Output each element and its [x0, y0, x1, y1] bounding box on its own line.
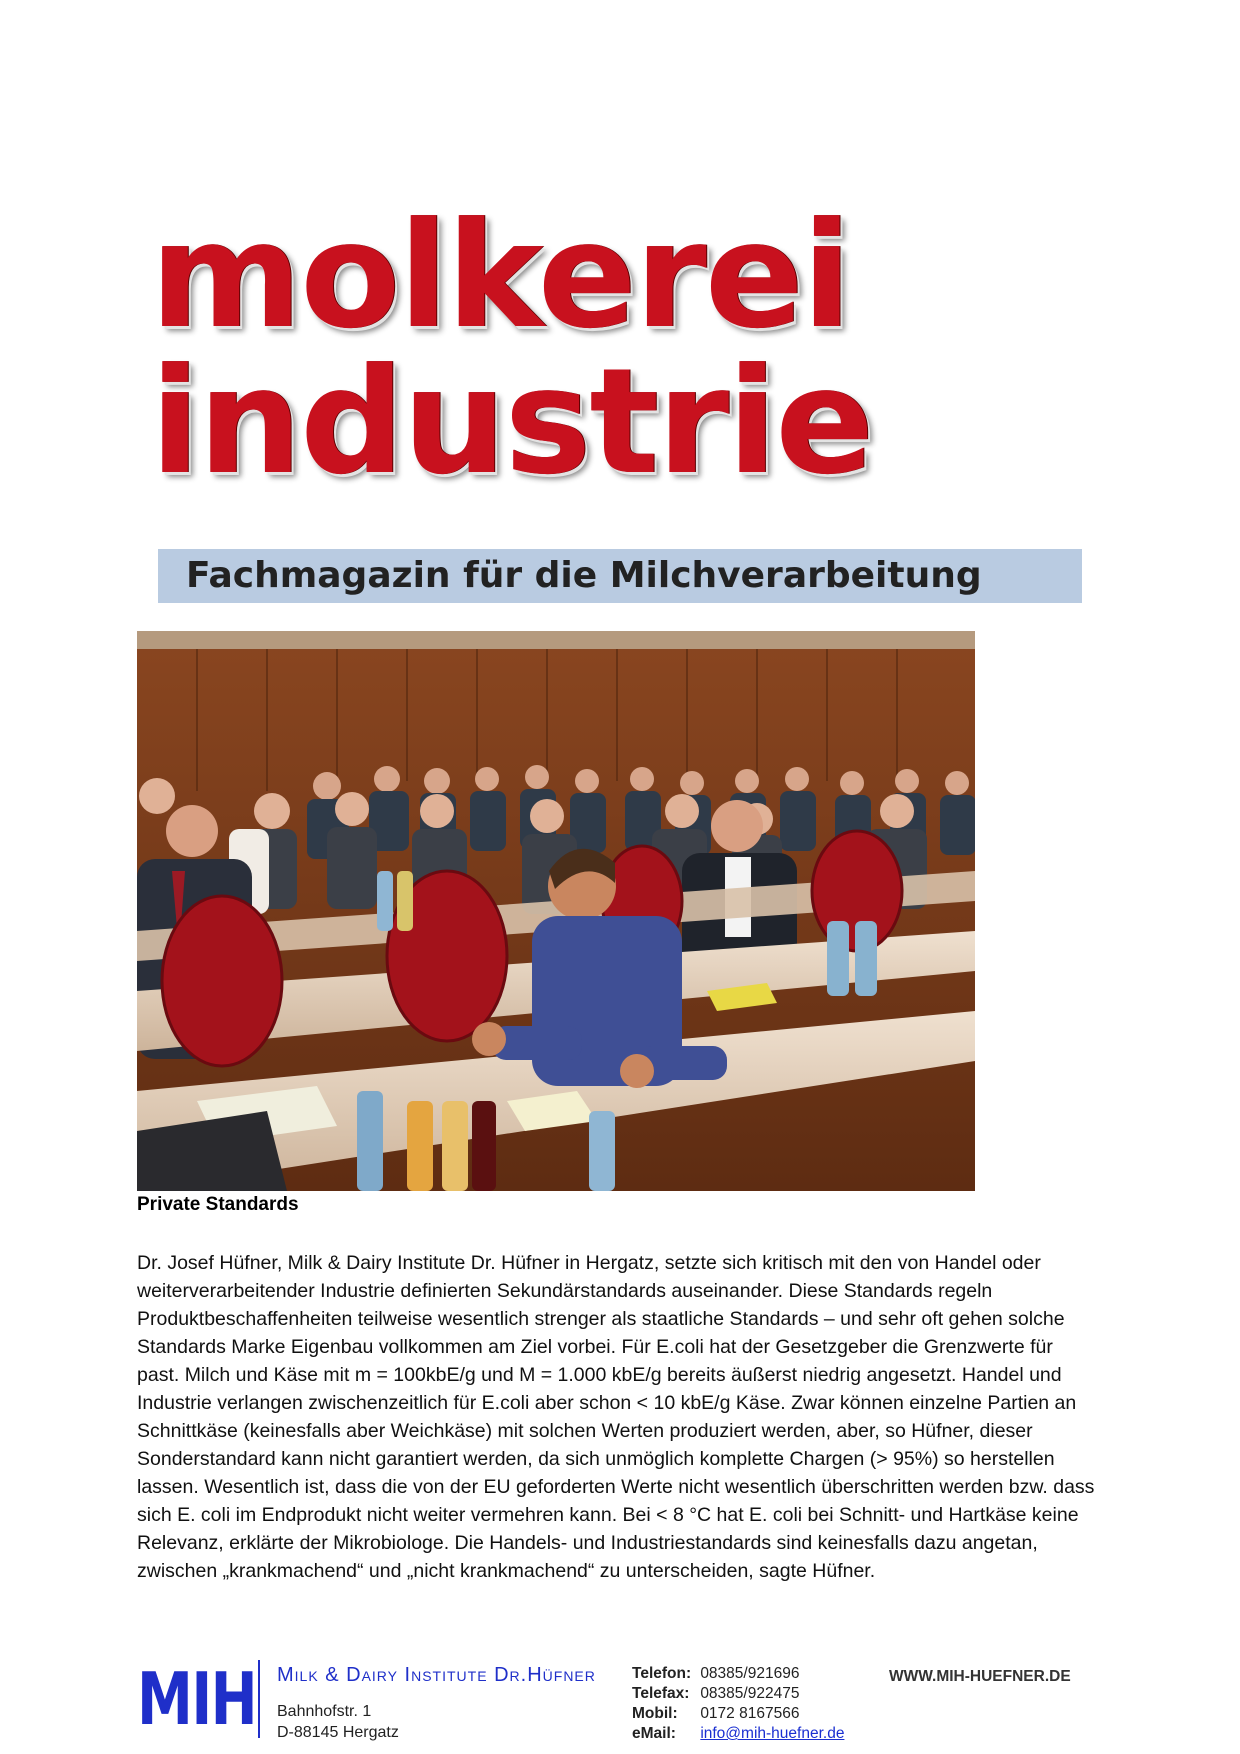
- masthead-word-molkerei: molkerei: [150, 191, 850, 361]
- address-city: D-88145 Hergatz: [277, 1724, 399, 1741]
- magazine-masthead: [150, 191, 1090, 507]
- contact-block: [632, 1664, 844, 1744]
- telefon-value: 08385/921696: [700, 1665, 800, 1682]
- telefax-value: 08385/922475: [700, 1685, 800, 1702]
- email-link[interactable]: info@mih-huefner.de: [700, 1725, 845, 1742]
- telefax-label: Telefax:: [632, 1685, 690, 1702]
- mobil-value: 0172 8167566: [700, 1705, 800, 1722]
- institute-footer: [137, 1656, 1127, 1746]
- logo-divider: [258, 1660, 260, 1738]
- website-link[interactable]: WWW.MIH-HUEFNER.DE: [889, 1668, 1071, 1685]
- mobil-label: Mobil:: [632, 1705, 678, 1722]
- mih-logo: MIH: [137, 1657, 257, 1741]
- masthead-tagline: Fachmagazin für die Milchverarbeitung: [158, 549, 1082, 603]
- telefon-label: Telefon:: [632, 1665, 692, 1682]
- email-label: eMail:: [632, 1725, 676, 1742]
- masthead-word-industrie: industrie: [150, 337, 873, 507]
- photo-caption: Private Standards: [137, 1194, 299, 1215]
- conference-photo: [137, 631, 975, 1191]
- article-body: Dr. Josef Hüfner, Milk & Dairy Institute Dr. Hüfner in Hergatz, setzte sich kritisch mit den von Handel oder weiterverarbeitender Industrie definierten Sekundärstandards auseinander. Diese Standards regeln Produktbeschaffenheiten teilweise wesentlich strenger als staatliche Standards – und sehr oft gehen solche Standards Marke Eigenbau vollkommen am Ziel vorbei. Für E.coli hat der Gesetzgeber die Grenzwerte für past. Milch und Käse mit m = 100kbE/g und M = 1.000 kbE/g bereits äußerst niedrig angesetzt. Handel und Industrie verlangen zwischenzeitlich für E.coli aber schon < 10 kbE/g Käse. Zwar können einzelne Partien an Schnittkäse (keinesfalls aber Weichkäse) mit solchen Werten produziert werden, aber, so Hüfner, dieser Sonderstandard kann nicht garantiert werden, da sich unmöglich komplette Chargen (> 95%) so herstellen lassen. Wesentlich ist, dass die von der EU geforderten Werte nicht wesentlich überschritten werden bzw. dass sich E. coli im Endprodukt nicht weiter vermehren kann. Bei < 8 °C hat E. coli bei Schnitt- und Hartkäse keine Relevanz, erklärte der Mikrobiologe. Die Handels- und Industriestandards sind keinesfalls dazu angetan, zwischen „krankmachend“ und „nicht krankmachend“ zu unterscheiden, sagte Hüfner.: [137, 1252, 1095, 1582]
- institute-name: Milk & Dairy Institute Dr.Hüfner: [277, 1664, 596, 1686]
- address-street: Bahnhofstr. 1: [277, 1703, 372, 1720]
